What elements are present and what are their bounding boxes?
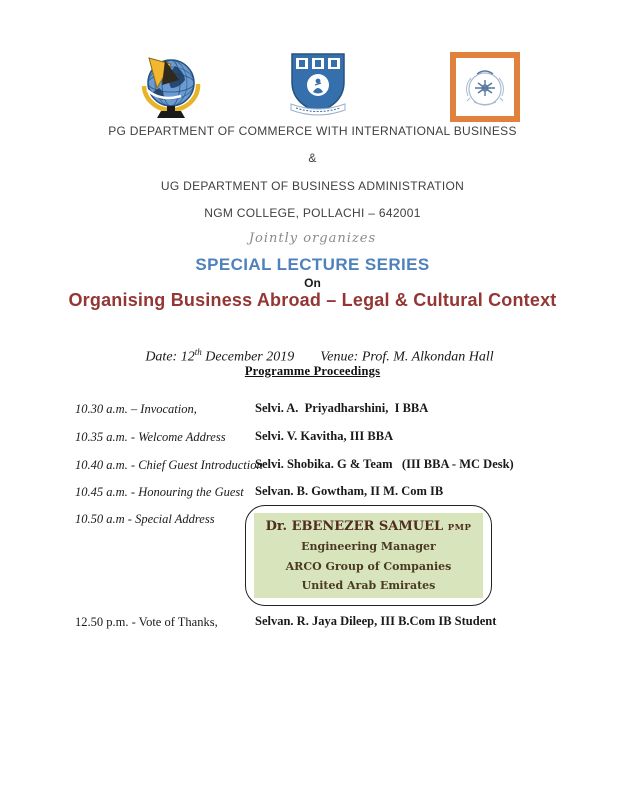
date-ordinal: th: [194, 347, 202, 357]
college-crest-icon: [289, 52, 347, 122]
proceedings-heading: Programme Proceedings: [244, 364, 381, 378]
jointly-organizes-text: Jointly organizes: [248, 231, 377, 246]
date-rest: December 2019: [201, 349, 295, 365]
schedule-time: 10.50 a.m - Special Address: [75, 512, 215, 526]
schedule-time: 10.30 a.m. – Invocation,: [75, 402, 197, 416]
schedule-time: 10.35 a.m. - Welcome Address: [75, 430, 226, 444]
schedule-person: Selvi. Shobika. G & Team (III BBA - MC Desk): [255, 457, 514, 471]
speaker-credential: PMP: [447, 523, 472, 534]
commerce-globe-ship-logo: [135, 54, 207, 122]
speaker-name: [266, 519, 472, 534]
closing-person: Selvan. R. Jaya Dileep, III B.Com IB Student: [255, 614, 497, 628]
closing-time: 12.50 p.m. - Vote of Thanks,: [75, 615, 218, 629]
accreditation-badge-logo: [450, 52, 520, 122]
college-line: NGM COLLEGE, POLLACHI – 642001: [204, 206, 421, 220]
schedule-time: 10.40 a.m. - Chief Guest Introduction: [75, 458, 263, 472]
ampersand: &: [308, 151, 317, 165]
date-text: Date: 12: [145, 349, 195, 365]
department-line-1: PG DEPARTMENT OF COMMERCE WITH INTERNATIONAL BUSINESS: [108, 124, 517, 138]
speaker-name-text: Dr. EBENEZER SAMUEL: [265, 519, 448, 535]
speaker-title: Engineering Manager: [301, 540, 436, 554]
schedule-person: Selvi. V. Kavitha, III BBA: [255, 429, 394, 443]
accreditation-emblem-icon: [450, 52, 520, 122]
speaker-box: [245, 505, 492, 606]
lecture-title: Organising Business Abroad – Legal & Cultural Context: [68, 290, 557, 310]
on-word: On: [304, 276, 321, 290]
series-title: SPECIAL LECTURE SERIES: [195, 255, 430, 274]
speaker-country: United Arab Emirates: [301, 578, 436, 592]
schedule-person: Selvi. A. Priyadharshini, I BBA: [255, 401, 429, 415]
speaker-company: ARCO Group of Companies: [285, 559, 452, 573]
department-line-2: UG DEPARTMENT OF BUSINESS ADMINISTRATION: [160, 179, 465, 193]
schedule-time: 10.45 a.m. - Honouring the Guest: [75, 485, 244, 499]
schedule-person: Selvan. B. Gowtham, II M. Com IB: [255, 484, 444, 498]
speaker-box-inner: [254, 513, 483, 598]
globe-ship-icon: [135, 54, 207, 122]
ngm-college-crest-logo: [289, 52, 347, 122]
venue-text: Venue: Prof. M. Alkondan Hall: [320, 349, 494, 365]
